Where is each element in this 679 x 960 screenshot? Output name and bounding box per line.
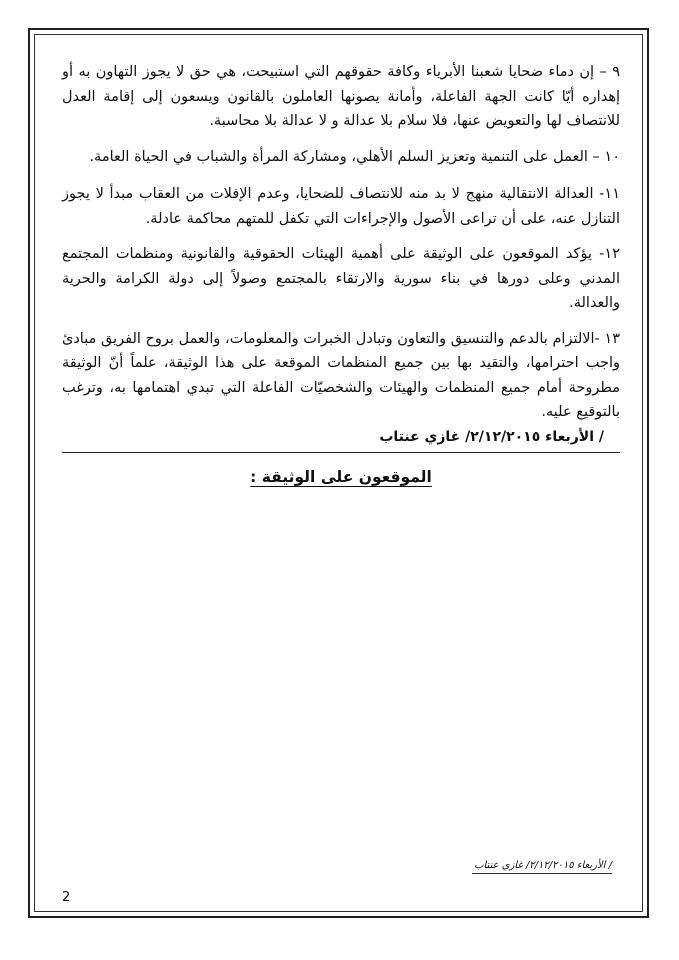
signatories-heading: الموقعون على الوثيقة : — [250, 468, 432, 486]
date-place-signature: / الأربعاء ٢/١٢/٢٠١٥/ غازي عنتاب — [379, 429, 604, 445]
page-number: 2 — [62, 890, 71, 905]
horizontal-divider — [62, 452, 620, 453]
paragraph-10: ١٠ – العمل على التنمية وتعزيز السلم الأهلي، ومشاركة المرأة والشباب في الحياة العامة. — [89, 148, 620, 165]
paragraph-12: ١٢- يؤكد الموقعون على الوثيقة على أهمية الهيئات الحقوقية والقانونية ومنظمات المجتمع المدني وعلى دورها في بناء سورية والارتقاء بالمجتمع وصولاً إلى دولة الكرامة والحرية والعدالة. — [62, 246, 620, 311]
paragraph-11: ١١- العدالة الانتقالية منهج لا بد منه للانتصاف للضحايا، وعدم الإفلات من العقاب مبدأ لا يجوز التنازل عنه، على أن تراعى الأصول والإجراءات التي تكفل للمتهم محاكمة عادلة. — [62, 186, 620, 227]
footer-signature: / الأربعاء ٢/١٢/٢٠١٥/ غازي عنتاب — [472, 859, 612, 874]
paragraph-9: ٩ – إن دماء ضحايا شعبنا الأبرياء وكافة حقوقهم التي استبيحت، هي حق لا يجوز التهاون به أو إهداره أيّا كانت الجهة الفاعلة، وأمانة يصونها العاملون بالقانون ويسعون إلى إقامة العدل للانتصاف لها والتعويض عنها، فلا سلام بلا عدالة و لا عدالة بلا محاسبة. — [62, 64, 620, 129]
paragraph-13: ١٣ -الالتزام بالدعم والتنسيق والتعاون وتبادل الخبرات والمعلومات، والعمل بروح الفريق مبادئ واجب احترامها، والتقيد بها بين جميع المنظمات الموقعة على هذا الوثيقة، علماً أنّ الوثيقة مطروحة أمام جميع المنظمات والهيئات والشخصيّات الفاعلة التي تبدي اهتمامها به، وترغب بالتوقيع عليه. — [62, 330, 620, 420]
document-body — [62, 60, 620, 436]
